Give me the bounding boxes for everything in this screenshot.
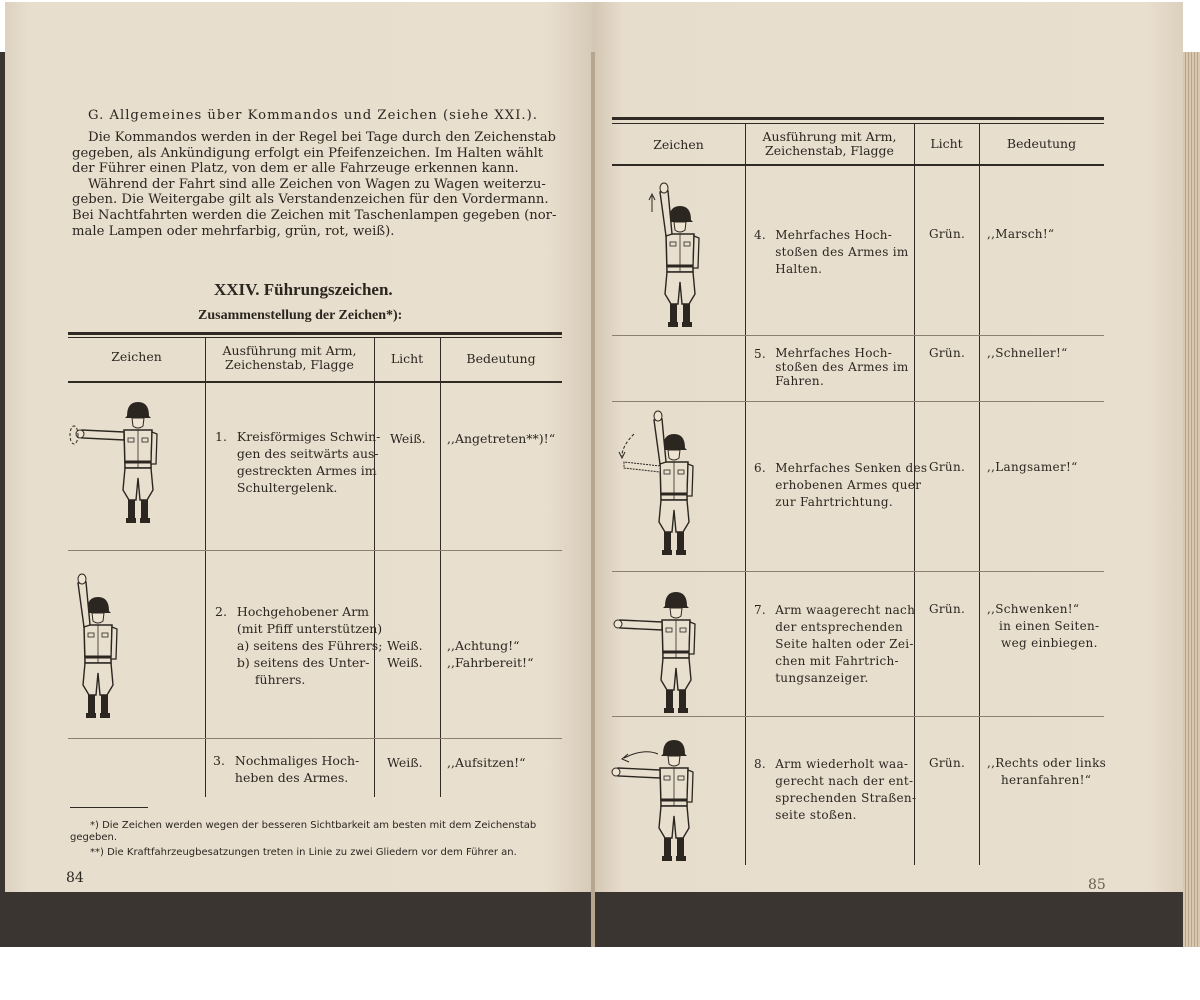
row-text: a) seitens des Führers; bbox=[236, 638, 383, 653]
row-text: Arm waagerecht nach bbox=[775, 603, 916, 617]
text-line: male Lampen oder mehrfarbig, grün, rot, weiß). bbox=[72, 223, 395, 239]
header-licht: Licht bbox=[390, 351, 424, 366]
page-number: 85 bbox=[1088, 877, 1106, 893]
bedeutung-value: ,,Fahrbereit!“ bbox=[447, 655, 534, 670]
table-rule bbox=[68, 332, 562, 335]
header-bedeutung: Bedeutung bbox=[466, 351, 536, 366]
table-row bbox=[754, 346, 909, 388]
row-text: gestreckten Armes im bbox=[236, 463, 377, 478]
row-licht: Grün. bbox=[929, 346, 966, 360]
row-text: der entsprechenden bbox=[775, 620, 904, 634]
bedeutung-value: weg einbiegen. bbox=[1001, 636, 1098, 650]
row-number: 1. bbox=[215, 429, 227, 444]
column-divider bbox=[440, 337, 441, 797]
table-row bbox=[754, 227, 909, 278]
row-number: 2. bbox=[215, 604, 227, 619]
row-bedeutung: ,,Marsch!“ bbox=[987, 227, 1055, 241]
header-line: Zeichenstab, Flagge bbox=[765, 143, 894, 158]
row-bedeutung: ,,Aufsitzen!“ bbox=[447, 755, 526, 770]
text-line: Die Kommandos werden in der Regel bei Tage durch den Zeichenstab bbox=[88, 130, 556, 145]
text-line: Während der Fahrt sind alle Zeichen von Wagen zu Wagen weiterzu- bbox=[88, 176, 546, 192]
text-line: gegeben, als Ankündigung erfolgt ein Pfeifenzeichen. Im Halten wählt bbox=[72, 145, 544, 161]
header-line: Zeichenstab, Flagge bbox=[225, 357, 354, 372]
row-text: Nochmaliges Hoch- bbox=[234, 753, 360, 768]
row-text: erhobenen Armes quer bbox=[775, 478, 922, 492]
text-line: der Führer einen Platz, von dem er alle Fahrzeuge erkennen kann. bbox=[72, 161, 519, 177]
page-title: XXIV. Führungszeichen. bbox=[214, 280, 393, 299]
table-row bbox=[754, 756, 916, 824]
row-text: Mehrfaches Senken des bbox=[775, 461, 928, 475]
text-line: geben. Die Weitergabe gilt als Verstandenzeichen für den Vordermann. bbox=[72, 192, 549, 208]
header-licht: Licht bbox=[930, 136, 963, 151]
row-licht bbox=[387, 637, 423, 671]
row-licht: Grün. bbox=[929, 756, 966, 770]
table-rule bbox=[612, 164, 1104, 166]
row-number: 8. bbox=[754, 757, 767, 771]
table-row bbox=[215, 603, 382, 688]
footnote-rule bbox=[70, 807, 148, 808]
row-divider bbox=[68, 550, 562, 551]
row-text: tungsanzeiger. bbox=[775, 671, 869, 685]
bedeutung-value: heranfahren!“ bbox=[1001, 773, 1092, 787]
text-line: Bei Nachtfahrten werden die Zeichen mit Taschenlampen gegeben (nor- bbox=[72, 207, 557, 223]
soldier-arm-horizontal-figure bbox=[610, 590, 720, 715]
page-edges bbox=[1183, 52, 1200, 947]
row-text: gerecht nach der ent- bbox=[775, 774, 914, 788]
row-text: gen des seitwärts aus- bbox=[236, 446, 379, 461]
bedeutung-value: ,,Achtung!“ bbox=[447, 638, 520, 653]
row-text: (mit Pfiff unterstützen) bbox=[236, 621, 383, 636]
page-number: 84 bbox=[66, 870, 84, 886]
table-row bbox=[213, 752, 359, 786]
row-bedeutung: ,,Schneller!“ bbox=[987, 346, 1068, 360]
row-bedeutung: ,,Langsamer!“ bbox=[987, 460, 1078, 474]
row-text: Kreisförmiges Schwin- bbox=[236, 429, 381, 444]
table-rule bbox=[612, 117, 1104, 120]
header-line: Ausführung mit Arm, bbox=[222, 343, 357, 358]
bedeutung-value: ,,Rechts oder links bbox=[987, 756, 1107, 770]
row-divider bbox=[612, 716, 1104, 717]
table-rule bbox=[68, 381, 562, 383]
header-ausfuehrung bbox=[205, 344, 374, 372]
row-number: 7. bbox=[754, 603, 767, 617]
footnote: *) Die Zeichen werden wegen der besseren Sichtbarkeit am besten mit dem Zeichenstab bbox=[90, 820, 537, 831]
row-number: 6. bbox=[754, 461, 767, 475]
table-row bbox=[754, 602, 915, 687]
row-bedeutung bbox=[987, 601, 1099, 652]
soldier-arm-raised-thrust-figure bbox=[640, 178, 720, 338]
soldier-arm-horizontal-thrust-figure bbox=[610, 730, 720, 865]
row-text: Seite halten oder Zei- bbox=[775, 637, 914, 651]
licht-value: Weiß. bbox=[387, 655, 423, 670]
column-divider bbox=[374, 337, 375, 797]
row-licht: Grün. bbox=[929, 602, 966, 616]
footnote: **) Die Kraftfahrzeugbesatzungen treten in Linie zu zwei Gliedern vor dem Führer an. bbox=[90, 847, 517, 858]
section-g-heading: G. Allgemeines über Kommandos und Zeichen (siehe XXI.). bbox=[88, 108, 538, 123]
row-text: Mehrfaches Hoch- bbox=[775, 228, 893, 242]
section-g-text bbox=[72, 130, 556, 239]
header-zeichen: Zeichen bbox=[111, 349, 162, 364]
footnote: gegeben. bbox=[70, 832, 118, 843]
row-divider bbox=[68, 738, 562, 739]
row-bedeutung: ,,Angetreten**)!“ bbox=[447, 431, 556, 446]
row-text: führers. bbox=[254, 672, 306, 687]
table-row bbox=[215, 428, 380, 496]
column-divider bbox=[979, 123, 980, 865]
row-text: Schultergelenk. bbox=[236, 480, 338, 495]
header-bedeutung: Bedeutung bbox=[1006, 136, 1077, 151]
licht-value: Weiß. bbox=[387, 638, 423, 653]
row-licht: Weiß. bbox=[387, 755, 423, 770]
bedeutung-value: in einen Seiten- bbox=[999, 619, 1100, 633]
soldier-arm-sideways-circling-figure bbox=[64, 396, 174, 532]
book-spine bbox=[591, 52, 595, 947]
row-text: Mehrfaches Hoch- bbox=[775, 346, 893, 360]
page-subtitle: Zusammenstellung der Zeichen*): bbox=[198, 308, 403, 323]
row-text: Halten. bbox=[775, 262, 823, 276]
row-bedeutung bbox=[447, 637, 533, 671]
soldier-arm-lowering-figure bbox=[610, 408, 720, 568]
row-number: 4. bbox=[754, 228, 767, 242]
row-text: b) seitens des Unter- bbox=[236, 655, 370, 670]
table-row bbox=[754, 460, 927, 511]
header-line: Ausführung mit Arm, bbox=[762, 129, 897, 144]
header-ausfuehrung bbox=[745, 130, 914, 158]
row-text: heben des Armes. bbox=[234, 770, 349, 785]
row-divider bbox=[612, 571, 1104, 572]
row-licht: Grün. bbox=[929, 460, 966, 474]
table-rule bbox=[68, 337, 562, 338]
row-licht: Weiß. bbox=[390, 431, 426, 446]
soldier-arm-raised-figure bbox=[62, 565, 142, 725]
row-text: stoßen des Armes im bbox=[775, 245, 909, 259]
row-text: seite stoßen. bbox=[775, 808, 857, 822]
row-text: Arm wiederholt waa- bbox=[775, 757, 909, 771]
row-text: chen mit Fahrtrich- bbox=[775, 654, 899, 668]
row-text: stoßen des Armes im bbox=[775, 360, 909, 374]
row-text: Hochgehobener Arm bbox=[236, 604, 370, 619]
row-text: zur Fahrtrichtung. bbox=[775, 495, 893, 509]
row-licht: Grün. bbox=[929, 227, 966, 241]
row-number: 3. bbox=[213, 753, 225, 768]
bedeutung-value: ,,Schwenken!“ bbox=[987, 602, 1080, 616]
footnotes bbox=[70, 818, 536, 860]
header-zeichen: Zeichen bbox=[653, 137, 704, 152]
column-divider bbox=[745, 123, 746, 865]
row-text: Fahren. bbox=[775, 374, 825, 388]
row-number: 5. bbox=[754, 347, 767, 361]
row-divider bbox=[612, 401, 1104, 402]
column-divider bbox=[205, 337, 206, 797]
row-bedeutung bbox=[987, 755, 1106, 789]
row-text: sprechenden Straßen- bbox=[775, 791, 917, 805]
table-rule bbox=[612, 123, 1104, 124]
